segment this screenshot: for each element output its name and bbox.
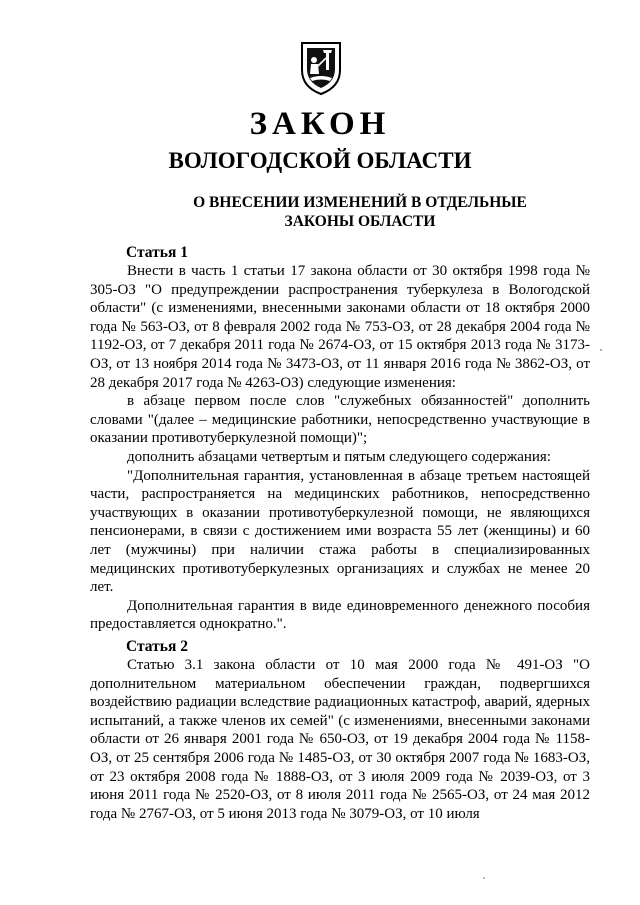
region-title: ВОЛОГОДСКОЙ ОБЛАСТИ — [168, 148, 472, 173]
paragraph: дополнить абзацами четвертым и пятым следующего содержания: — [127, 448, 551, 465]
article-2-body — [90, 656, 590, 823]
law-subject: О ВНЕСЕНИИ ИЗМЕНЕНИЙ В ОТДЕЛЬНЫЕ ЗАКОНЫ ОБЛАСТИ — [193, 194, 527, 230]
scan-artifact — [483, 877, 485, 879]
coat-of-arms-icon — [296, 40, 346, 96]
paragraph: Статью 3.1 закона области от 10 мая 2000 года № 491-ОЗ "О дополнительном материальном обеспечении граждан, подвергшихся воздействию радиации вследствие радиационных катастроф, аварий, ядерных испытаний, а также членов их семей" (с изменениями, внесенными законами области от 26 января 2001 года № 650-ОЗ, от 19 декабря 2004 года № 1158-ОЗ, от 25 сентября 2006 года № 1485-ОЗ, от 30 октября 2007 года № 1683-ОЗ, от 23 октября 2008 года № 1888-ОЗ, от 3 июля 2009 года № 2039-ОЗ, от 3 июня 2011 года № 2520-ОЗ, от 8 июля 2011 года № 2565-ОЗ, от 24 мая 2012 года № 2767-ОЗ, от 5 июня 2013 года № 3079-ОЗ, от 10 июля — [90, 657, 590, 822]
paragraph: "Дополнительная гарантия, установленная в абзаце третьем настоящей части, распространяется на медицинских работников, непосредственно участвующих в оказании противотуберкулезной помощи, не являющихся пенсионерами, в связи с достижением ими возраста 55 лет (женщины) и 60 лет (мужчины) при наличии стажа работы в специализированных медицинских противотуберкулезных организациях и службах не менее 20 лет. — [90, 467, 590, 596]
article-1-body — [90, 262, 590, 634]
article-2-heading: Статья 2 — [126, 638, 188, 655]
paragraph: Дополнительная гарантия в виде единовременного денежного пособия предоставляется однократно.". — [90, 597, 590, 633]
paragraph: Внести в часть 1 статьи 17 закона области от 30 октября 1998 года № 305-ОЗ "О предупреждении распространения туберкулеза в Вологодской области" (с изменениями, внесенными законами области от 18 октября 2000 года № 563-ОЗ, от 8 февраля 2002 года № 753-ОЗ, от 28 декабря 2004 года № 1192-ОЗ, от 7 декабря 2011 года № 2674-ОЗ, от 15 октября 2013 года № 3173-ОЗ, от 13 ноября 2014 года № 3473-ОЗ, от 11 января 2016 года № 3862-ОЗ, от 28 декабря 2017 года № 4263-ОЗ) следующие изменения: — [90, 263, 590, 391]
scan-artifact — [600, 349, 602, 351]
article-1-heading: Статья 1 — [126, 244, 188, 261]
paragraph: в абзаце первом после слов "служебных обязанностей" дополнить словами "(далее – медицинские работники, непосредственно участвующие в оказании противотуберкулезной помощи)"; — [90, 393, 590, 447]
law-title: ЗАКОН — [249, 106, 391, 142]
